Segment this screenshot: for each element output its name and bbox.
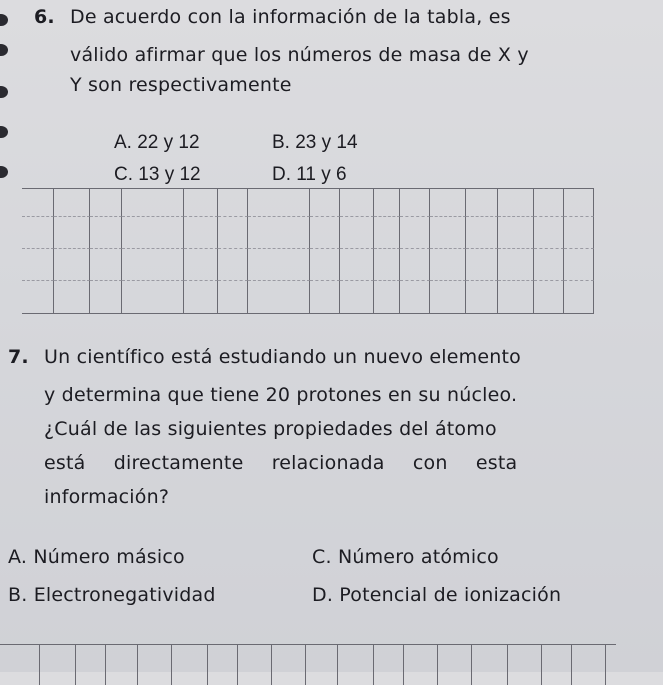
binder-hole [0, 14, 8, 26]
question-7-option-d[interactable]: D. Potencial de ionización [312, 584, 562, 606]
question-7-option-c[interactable]: C. Número atómico [312, 546, 499, 568]
question-6-line-1: De acuerdo con la información de la tabla, es [70, 6, 511, 28]
question-6-option-a[interactable]: A. 22 y 12 [114, 132, 200, 153]
question-6-line-2: válido afirmar que los números de masa de X y [70, 44, 529, 66]
question-6-option-c[interactable]: C. 13 y 12 [114, 164, 201, 185]
question-7-line-5: información? [44, 486, 170, 508]
question-7-option-a[interactable]: A. Número másico [8, 546, 185, 568]
data-table-fragment [22, 188, 594, 314]
question-7-number: 7. [8, 346, 29, 368]
question-6-option-b[interactable]: B. 23 y 14 [272, 132, 358, 153]
question-7-line-2: y determina que tiene 20 protones en su núcleo. [44, 384, 518, 406]
binder-hole [0, 44, 8, 56]
question-7-line-4: está directamente relacionada con esta [44, 452, 518, 474]
question-7-line-1: Un científico está estudiando un nuevo elemento [44, 346, 521, 368]
question-7-line-3: ¿Cuál de las siguientes propiedades del átomo [44, 418, 497, 440]
binder-hole [0, 166, 8, 178]
question-6-line-3: Y son respectivamente [70, 74, 292, 96]
question-6-option-d[interactable]: D. 11 y 6 [272, 164, 347, 185]
question-7-option-b[interactable]: B. Electronegatividad [8, 584, 216, 606]
binder-hole [0, 86, 8, 98]
question-6-number: 6. [34, 6, 55, 28]
binder-hole [0, 126, 8, 138]
next-table-fragment [0, 644, 616, 685]
